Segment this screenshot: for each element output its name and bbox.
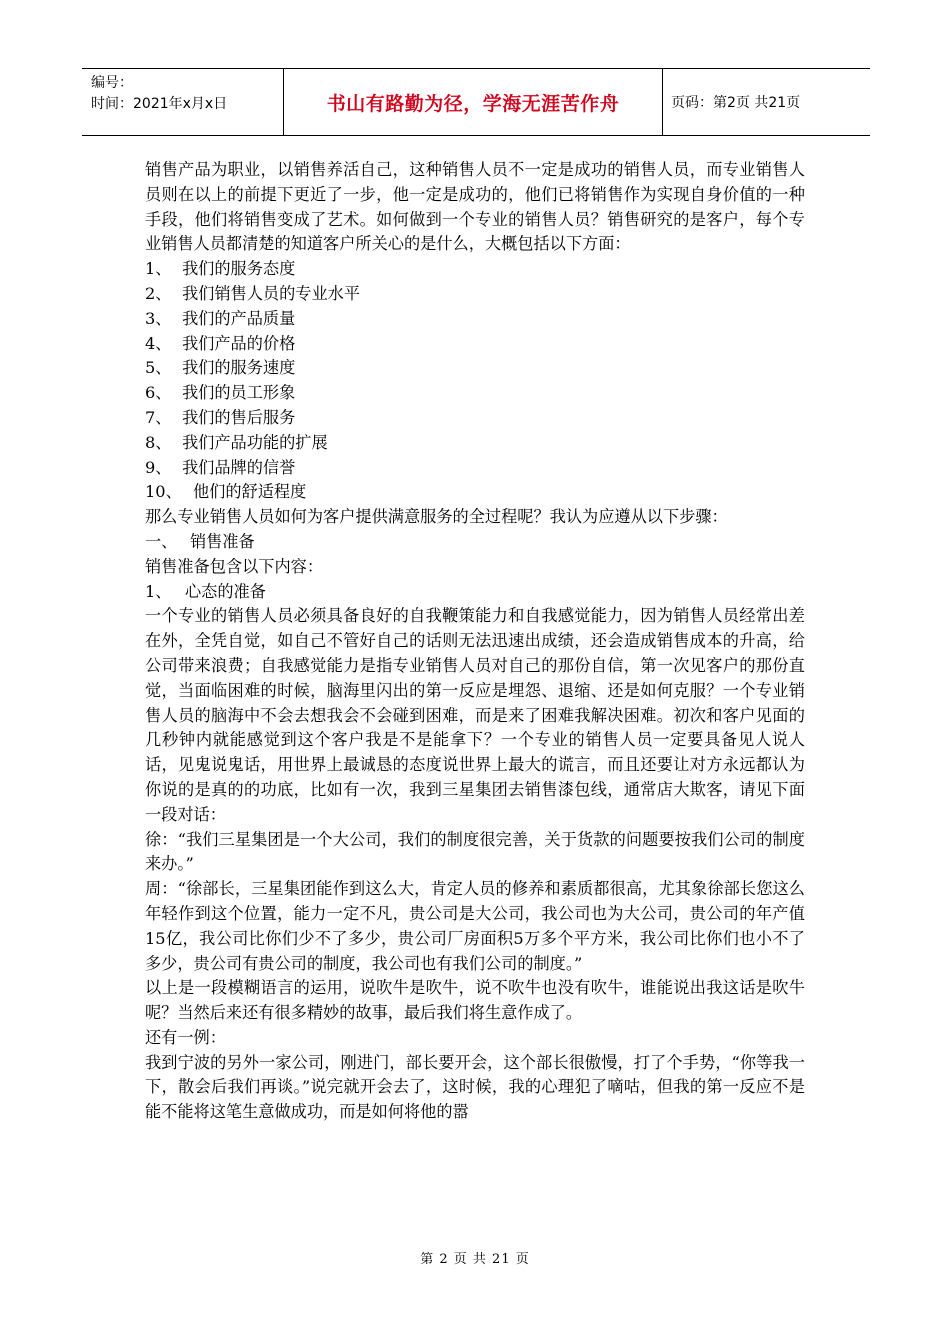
concerns-list [145,257,805,505]
list-item [145,282,805,307]
list-item-text: 我们销售人员的专业水平 [182,283,361,303]
document-header [82,68,870,136]
list-item [145,456,805,481]
list-item-number: 10、 [145,482,182,502]
subsection-number: 1、 [145,581,172,601]
list-item-text: 我们的售后服务 [182,407,296,427]
list-item-text: 他们的舒适程度 [193,482,307,502]
list-item-number: 5、 [145,358,172,378]
section-intro: 销售准备包含以下内容： [145,556,324,576]
list-item-text: 我们产品功能的扩展 [182,432,328,452]
document-body [145,158,805,1125]
header-meta-cell [82,69,284,135]
list-item-number: 4、 [145,333,172,353]
subsection-title: 心态的准备 [185,581,266,601]
list-item-number: 9、 [145,457,172,477]
list-item-number: 1、 [145,259,172,279]
list-item-text: 我们产品的价格 [182,333,296,353]
list-item-text: 我们的员工形象 [182,383,296,403]
intro-paragraph: 销售产品为职业，以销售养活自己，这种销售人员不一定是成功的销售人员，而专业销售人员则在以上的前提下更近了一步，他一定是成功的，他们已将销售作为实现自身价值的一种手段，他们将销售变成了艺术。如何做到一个专业的销售人员？销售研究的是客户，每个专业销售人员都清楚的知道客户所关心的是什么，大概包括以下方面： [145,160,805,254]
list-item [145,381,805,406]
list-item-number: 2、 [145,283,172,303]
section-title: 销售准备 [190,531,255,551]
list-item-number: 3、 [145,308,172,328]
list-item-text: 我们品牌的信誉 [182,457,296,477]
list-item-number: 8、 [145,432,172,452]
list-item-text: 我们的服务态度 [182,259,296,279]
section-number: 一、 [145,531,178,551]
section-heading [145,530,805,555]
header-motto: 书山有路勤为径，学海无涯苦作舟 [284,69,663,135]
serial-label: 编号： [91,75,133,91]
commentary-paragraph: 以上是一段模糊语言的运用，说吹牛是吹牛，说不吹牛也没有吹牛，谁能说出我这话是吹牛呢？当然后来还有很多精妙的故事，最后我们将生意作成了。 [145,978,805,1023]
date-label: 时间：2021年x月x日 [91,96,228,112]
list-item [145,332,805,357]
list-item-number: 6、 [145,383,172,403]
dialogue-zhou: 周：“徐部长，三星集团能作到这么大，肯定人员的修养和素质都很高，尤其象徐部长您这么年轻作到这个位置，能力一定不凡，贵公司是大公司，我公司也为大公司，贵公司的年产值15亿，我公司比你们少不了多少，贵公司厂房面积5万多个平方米，我公司比你们也小不了多少，贵公司有贵公司的制度，我公司也有我们公司的制度。” [145,879,805,973]
list-item [145,257,805,282]
list-item [145,307,805,332]
transition-paragraph: 那么专业销售人员如何为客户提供满意服务的全过程呢？我认为应遵从以下步骤： [145,507,728,527]
dialogue-xu: 徐：“我们三星集团是一个大公司，我们的制度很完善，关于货款的问题要按我们公司的制度来办。” [145,829,805,874]
header-page-info: 页码：第2页 共21页 [671,95,801,111]
ningbo-paragraph: 我到宁波的另外一家公司，刚进门，部长要开会，这个部长很傲慢，打了个手势，“你等我一下，散会后我们再谈。”说完就开会去了，这时候，我的心理犯了嘀咕，但我的第一反应不是能不能将这笔生意做成功，而是如何将他的嚣 [145,1052,805,1122]
list-item [145,406,805,431]
list-item [145,480,805,505]
another-example-label: 还有一例： [145,1027,226,1047]
list-item-number: 7、 [145,407,172,427]
subsection-heading [145,580,805,605]
list-item [145,431,805,456]
mindset-paragraph: 一个专业的销售人员必须具备良好的自我鞭策能力和自我感觉能力，因为销售人员经常出差在外，全凭自觉，如自己不管好自己的话则无法迅速出成绩，还会造成销售成本的升高，给公司带来浪费；自我感觉能力是指专业销售人员对自己的那份自信，第一次见客户的那份直觉，当面临困难的时候，脑海里闪出的第一反应是埋怨、退缩、还是如何克服？一个专业销售人员的脑海中不会去想我会不会碰到困难，而是来了困难我解决困难。初次和客户见面的几秒钟内就能感觉到这个客户我是不是能拿下？一个专业的销售人员一定要具备见人说人话，见鬼说鬼话，用世界上最诚恳的态度说世界上最大的谎言，而且还要让对方永远都认为你说的是真的的功底，比如有一次，我到三星集团去销售漆包线，通常店大欺客，请见下面一段对话： [145,606,805,824]
page-footer: 第 2 页 共 21 页 [420,1252,530,1267]
list-item [145,356,805,381]
list-item-text: 我们的服务速度 [182,358,296,378]
list-item-text: 我们的产品质量 [182,308,296,328]
